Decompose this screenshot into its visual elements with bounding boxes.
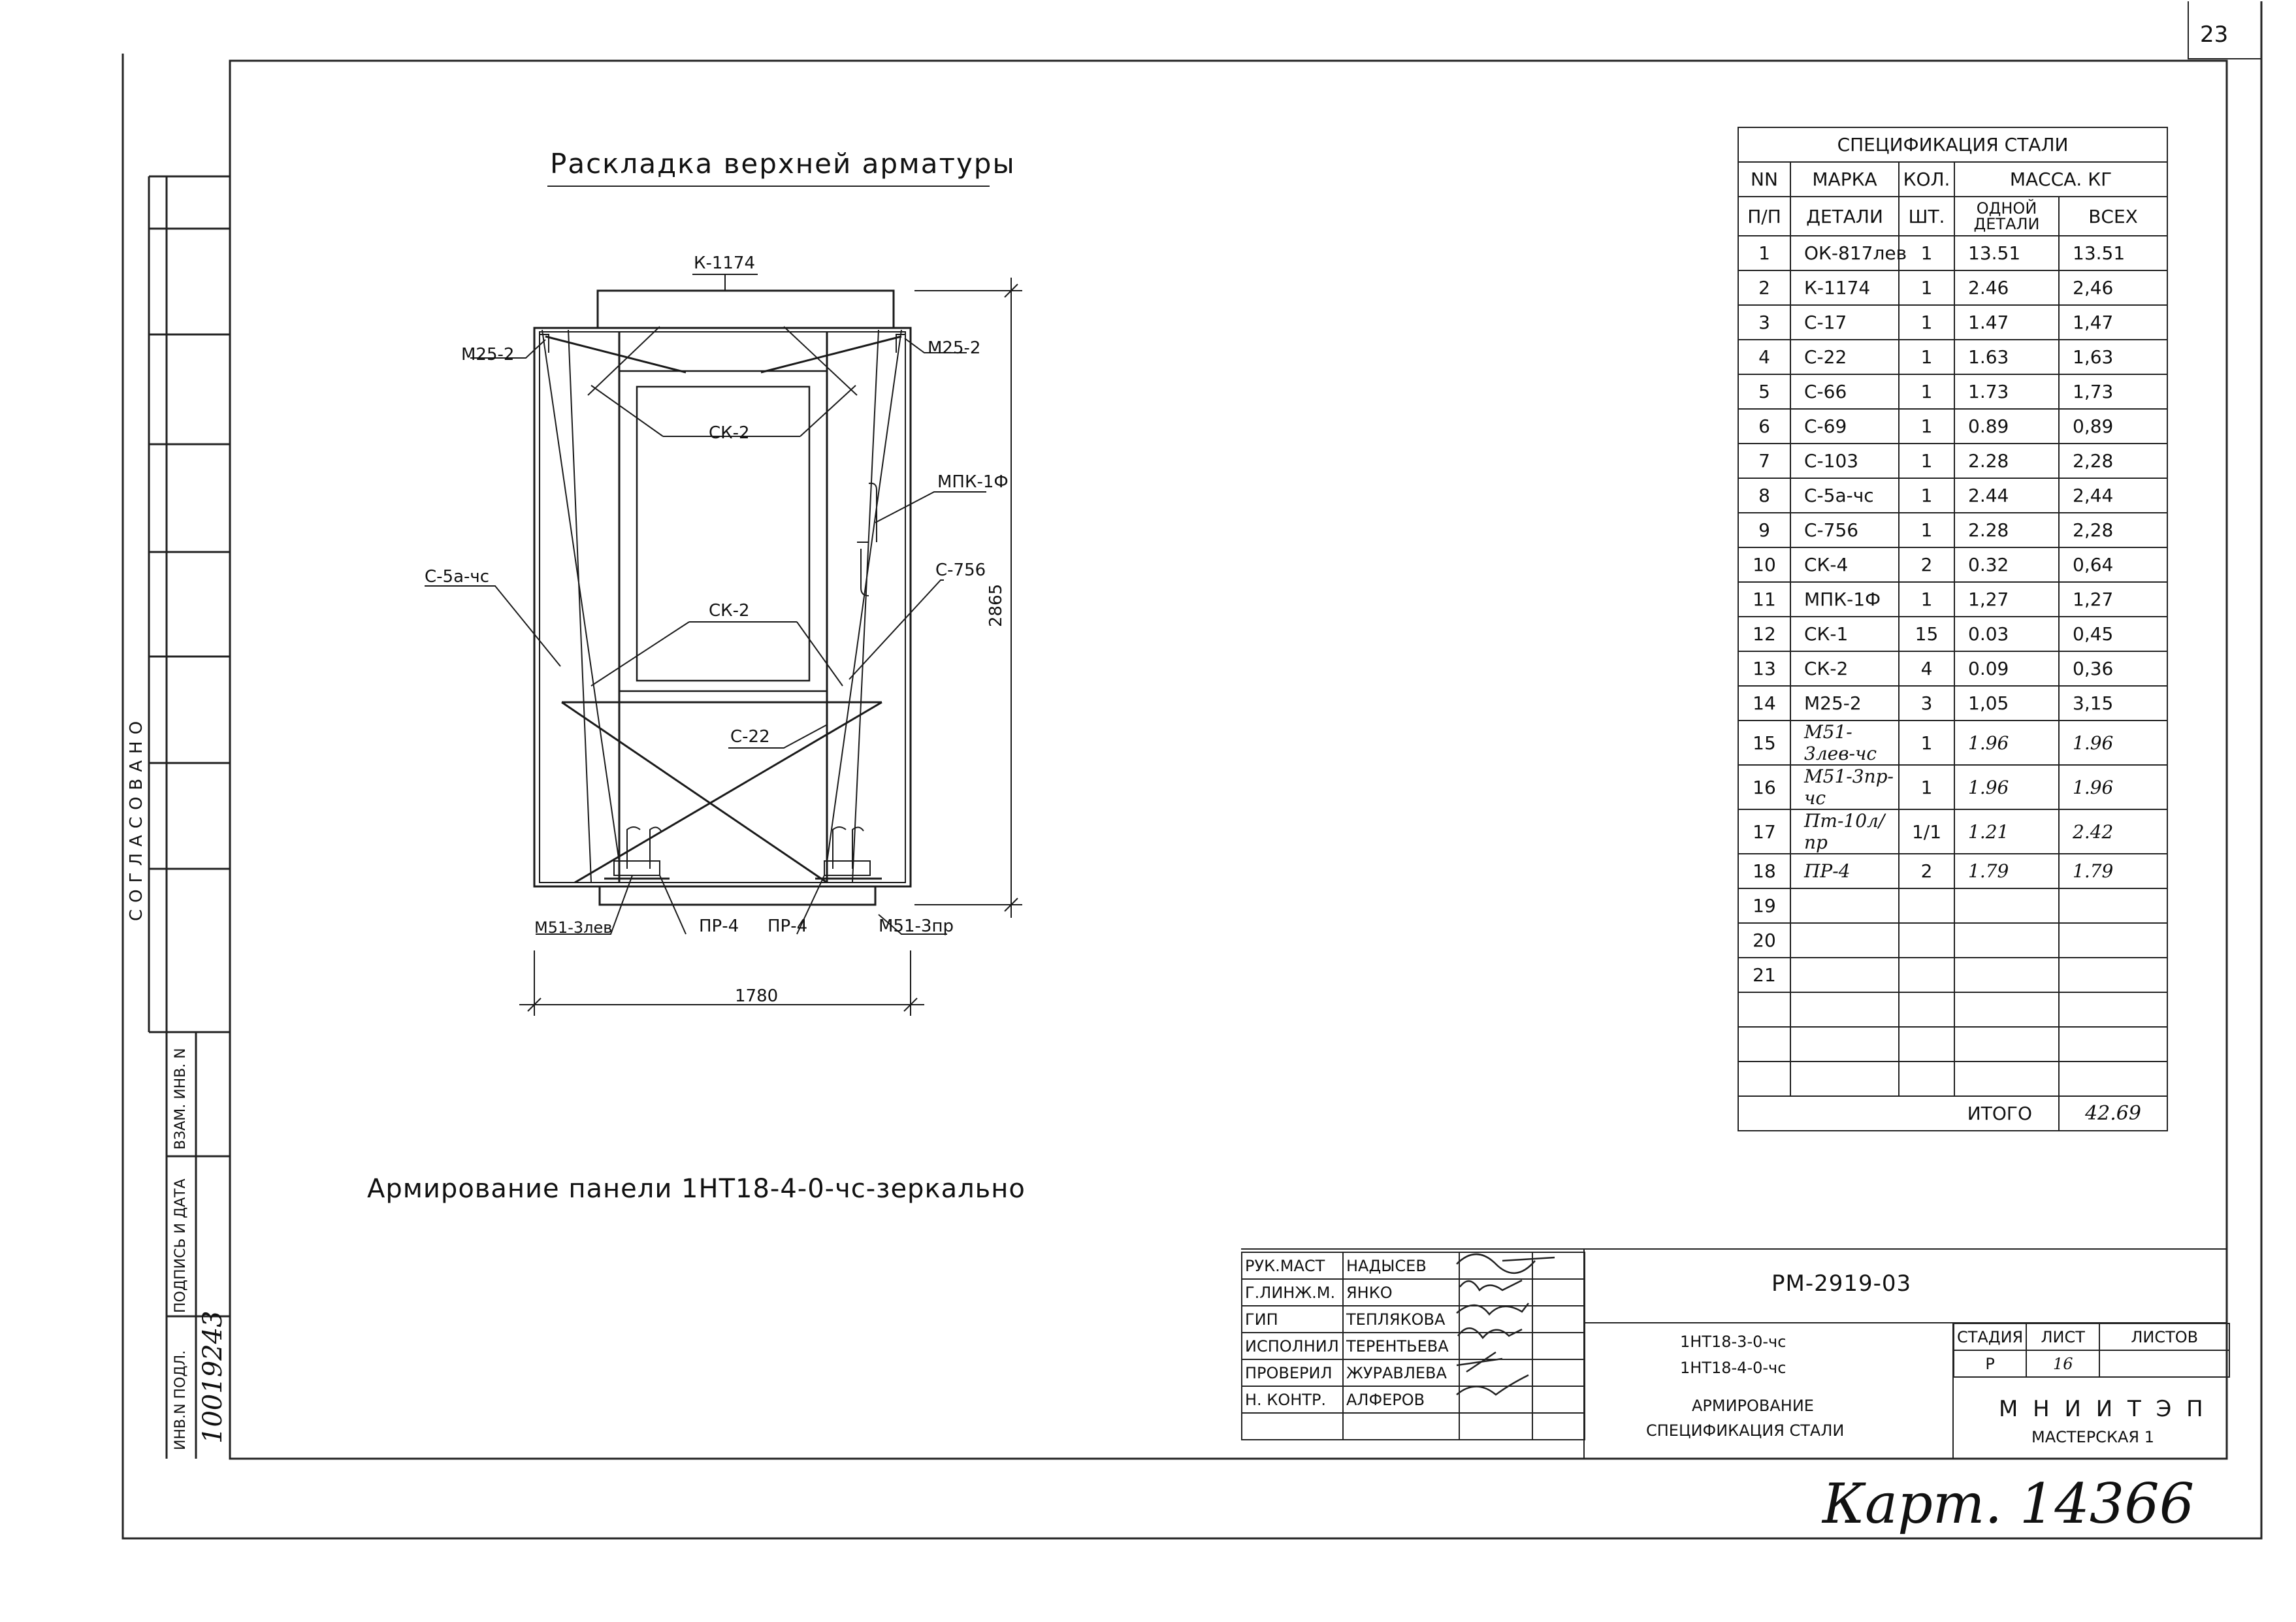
spec-cell-all <box>2059 958 2167 992</box>
stamp-person-row <box>1242 1386 1585 1413</box>
spec-cell-qty <box>1899 1062 1954 1096</box>
spec-row <box>1738 340 2167 374</box>
spec-total-label: ИТОГО <box>1738 1096 2059 1131</box>
spec-cell-all: 0,36 <box>2059 651 2167 686</box>
spec-row <box>1738 651 2167 686</box>
spec-cell-n: 12 <box>1738 617 1790 651</box>
spec-cell-mark <box>1790 888 1899 923</box>
spec-cell-qty: 1 <box>1899 582 1954 617</box>
spec-cell-n: 11 <box>1738 582 1790 617</box>
spec-cell-all: 1,73 <box>2059 374 2167 409</box>
stamp-signature <box>1459 1306 1532 1333</box>
spec-cell-n <box>1738 1027 1790 1062</box>
spec-cell-qty: 1 <box>1899 765 1954 809</box>
spec-cell-qty: 1/1 <box>1899 809 1954 854</box>
spec-cell-n: 9 <box>1738 513 1790 547</box>
spec-cell-all <box>2059 923 2167 958</box>
spec-cell-one: 0.89 <box>1954 409 2059 444</box>
label-mpk: МПК-1Ф <box>937 472 1009 492</box>
spec-title: СПЕЦИФИКАЦИЯ СТАЛИ <box>1738 127 2167 162</box>
spec-cell-mark: С-756 <box>1790 513 1899 547</box>
spec-h-sht: ШТ. <box>1899 197 1954 236</box>
spec-cell-one <box>1954 992 2059 1027</box>
label-m25-right: М25-2 <box>928 338 981 358</box>
spec-cell-all <box>2059 992 2167 1027</box>
spec-cell-mark: М51-3пр-чс <box>1790 765 1899 809</box>
spec-cell-all: 1.96 <box>2059 765 2167 809</box>
spec-row <box>1738 305 2167 340</box>
label-pr4-right: ПР-4 <box>768 916 808 936</box>
spec-row <box>1738 236 2167 270</box>
spec-cell-qty: 1 <box>1899 409 1954 444</box>
label-sk2-top: СК-2 <box>709 423 750 443</box>
stamp-role: РУК.МАСТ <box>1242 1252 1343 1279</box>
spec-cell-n: 21 <box>1738 958 1790 992</box>
sheets-value <box>2099 1350 2229 1377</box>
product-2: 1НТ18-4-0-чс <box>1680 1359 1787 1377</box>
spec-cell-n <box>1738 992 1790 1027</box>
spec-cell-qty: 1 <box>1899 270 1954 305</box>
spec-cell-mark: С-69 <box>1790 409 1899 444</box>
label-m51-left: М51-3лев <box>534 918 613 937</box>
spec-cell-n: 4 <box>1738 340 1790 374</box>
spec-cell-all: 2,28 <box>2059 444 2167 478</box>
spec-row <box>1738 686 2167 721</box>
spec-cell-qty: 1 <box>1899 513 1954 547</box>
spec-h-marka: МАРКА <box>1790 162 1899 197</box>
sheets-label: ЛИСТОВ <box>2099 1323 2229 1350</box>
spec-cell-qty: 3 <box>1899 686 1954 721</box>
label-m25-left: М25-2 <box>461 345 515 365</box>
spec-cell-one: 2.46 <box>1954 270 2059 305</box>
stamp-signature <box>1459 1386 1532 1413</box>
org-workshop: МАСТЕРСКАЯ 1 <box>2031 1428 2154 1446</box>
label-pr4-left: ПР-4 <box>699 916 739 936</box>
spec-row <box>1738 958 2167 992</box>
stamp-name: АЛФЕРОВ <box>1343 1386 1459 1413</box>
stamp-signature <box>1459 1359 1532 1386</box>
subject-1: АРМИРОВАНИЕ <box>1692 1397 1814 1415</box>
spec-cell-one: 13.51 <box>1954 236 2059 270</box>
label-c756: С-756 <box>935 560 986 580</box>
side-agreed: СОГЛАСОВАНО <box>127 714 146 921</box>
stamp-date <box>1532 1333 1585 1359</box>
spec-cell-mark: К-1174 <box>1790 270 1899 305</box>
spec-cell-mark <box>1790 1027 1899 1062</box>
spec-total-value: 42.69 <box>2059 1096 2167 1131</box>
spec-cell-one: 0.09 <box>1954 651 2059 686</box>
stamp-date <box>1532 1306 1585 1333</box>
spec-cell-one: 1.96 <box>1954 765 2059 809</box>
archive-note: Карт. 14366 <box>1822 1472 2195 1536</box>
spec-cell-one: 1.47 <box>1954 305 2059 340</box>
label-c22: С-22 <box>730 727 770 747</box>
spec-row <box>1738 478 2167 513</box>
spec-cell-mark <box>1790 992 1899 1027</box>
spec-cell-one: 0.32 <box>1954 547 2059 582</box>
spec-row <box>1738 513 2167 547</box>
spec-cell-n: 3 <box>1738 305 1790 340</box>
spec-cell-mark: СК-1 <box>1790 617 1899 651</box>
spec-row <box>1738 374 2167 409</box>
spec-cell-n: 14 <box>1738 686 1790 721</box>
stamp-signature <box>1459 1252 1532 1279</box>
stamp-role: ГИП <box>1242 1306 1343 1333</box>
spec-cell-qty: 1 <box>1899 374 1954 409</box>
spec-h-pp: П/П <box>1738 197 1790 236</box>
spec-cell-mark <box>1790 923 1899 958</box>
spec-cell-n: 8 <box>1738 478 1790 513</box>
dim-width: 1780 <box>735 986 779 1006</box>
spec-cell-all: 2,28 <box>2059 513 2167 547</box>
spec-cell-one: 1.96 <box>1954 721 2059 765</box>
spec-cell-all: 1,27 <box>2059 582 2167 617</box>
spec-cell-all: 3,15 <box>2059 686 2167 721</box>
spec-cell-qty: 4 <box>1899 651 1954 686</box>
spec-row <box>1738 582 2167 617</box>
spec-cell-all: 0,89 <box>2059 409 2167 444</box>
spec-cell-all: 13.51 <box>2059 236 2167 270</box>
stamp-person-row <box>1242 1359 1585 1386</box>
spec-row <box>1738 809 2167 854</box>
spec-row <box>1738 765 2167 809</box>
spec-cell-one: 2.28 <box>1954 444 2059 478</box>
spec-cell-all: 1,63 <box>2059 340 2167 374</box>
spec-row <box>1738 854 2167 888</box>
spec-cell-n <box>1738 1062 1790 1096</box>
spec-cell-n: 2 <box>1738 270 1790 305</box>
spec-row <box>1738 547 2167 582</box>
spec-row <box>1738 1027 2167 1062</box>
title-block-stage <box>1953 1323 2230 1378</box>
stamp-person-row <box>1242 1333 1585 1359</box>
spec-cell-n: 5 <box>1738 374 1790 409</box>
spec-row <box>1738 270 2167 305</box>
spec-cell-qty <box>1899 888 1954 923</box>
sheet-label: ЛИСТ <box>2026 1323 2099 1350</box>
spec-cell-n: 17 <box>1738 809 1790 854</box>
spec-row <box>1738 1062 2167 1096</box>
spec-cell-n: 13 <box>1738 651 1790 686</box>
spec-cell-one <box>1954 1027 2059 1062</box>
stamp-date <box>1532 1386 1585 1413</box>
stamp-name: ЖУРАВЛЕВА <box>1343 1359 1459 1386</box>
side-inv-number: 10019243 <box>198 1310 228 1444</box>
spec-cell-mark: Пт-10л/пр <box>1790 809 1899 854</box>
spec-cell-all <box>2059 1027 2167 1062</box>
spec-cell-mark: С-5а-чс <box>1790 478 1899 513</box>
title-block-people <box>1241 1252 1585 1440</box>
spec-cell-qty <box>1899 958 1954 992</box>
spec-cell-one: 1.79 <box>1954 854 2059 888</box>
spec-cell-all: 1.79 <box>2059 854 2167 888</box>
spec-cell-one: 2.28 <box>1954 513 2059 547</box>
stamp-role: ПРОВЕРИЛ <box>1242 1359 1343 1386</box>
stamp-person-row <box>1242 1252 1585 1279</box>
label-c5a: С-5а-чс <box>425 567 490 587</box>
side-sign-date: ПОДПИСЬ И ДАТА <box>172 1178 189 1313</box>
spec-cell-all: 2.42 <box>2059 809 2167 854</box>
stamp-signature <box>1459 1279 1532 1306</box>
spec-cell-one <box>1954 923 2059 958</box>
spec-h-odnoi: ОДНОЙ ДЕТАЛИ <box>1954 197 2059 236</box>
spec-row <box>1738 721 2167 765</box>
spec-cell-one: 1.63 <box>1954 340 2059 374</box>
spec-cell-all <box>2059 888 2167 923</box>
stamp-date <box>1532 1252 1585 1279</box>
side-inv-podl: ИНВ.N ПОДЛ. <box>172 1350 189 1450</box>
drawing-caption: Армирование панели 1НТ18-4-0-чс-зеркально <box>367 1174 1026 1204</box>
spec-cell-qty <box>1899 992 1954 1027</box>
spec-cell-one: 1.21 <box>1954 809 2059 854</box>
stamp-name: ТЕРЕНТЬЕВА <box>1343 1333 1459 1359</box>
stage-value: Р <box>1954 1350 2026 1377</box>
dim-height: 2865 <box>986 583 1006 627</box>
stamp-role: Н. КОНТР. <box>1242 1386 1343 1413</box>
spec-cell-qty: 2 <box>1899 547 1954 582</box>
spec-cell-n: 7 <box>1738 444 1790 478</box>
spec-cell-qty: 2 <box>1899 854 1954 888</box>
spec-h-detali: ДЕТАЛИ <box>1790 197 1899 236</box>
spec-cell-n: 6 <box>1738 409 1790 444</box>
sheet-number: 23 <box>2200 22 2229 48</box>
spec-cell-qty <box>1899 923 1954 958</box>
stamp-signature <box>1459 1333 1532 1359</box>
spec-cell-mark: МПК-1Ф <box>1790 582 1899 617</box>
spec-cell-one: 1,05 <box>1954 686 2059 721</box>
spec-cell-qty: 1 <box>1899 721 1954 765</box>
spec-cell-qty <box>1899 1027 1954 1062</box>
spec-cell-n: 1 <box>1738 236 1790 270</box>
spec-table <box>1738 127 2168 1131</box>
spec-cell-one: 2.44 <box>1954 478 2059 513</box>
spec-cell-n: 20 <box>1738 923 1790 958</box>
spec-cell-mark: С-103 <box>1790 444 1899 478</box>
stamp-date <box>1532 1359 1585 1386</box>
drawing-title: Раскладка верхней арматуры <box>550 148 1016 180</box>
label-sk2-mid: СК-2 <box>709 601 750 621</box>
spec-cell-n: 16 <box>1738 765 1790 809</box>
spec-h-nn: NN <box>1738 162 1790 197</box>
spec-row <box>1738 923 2167 958</box>
spec-cell-all: 2,46 <box>2059 270 2167 305</box>
spec-cell-mark: С-17 <box>1790 305 1899 340</box>
spec-cell-all: 1,47 <box>2059 305 2167 340</box>
spec-cell-mark: С-66 <box>1790 374 1899 409</box>
stamp-name: НАДЫСЕВ <box>1343 1252 1459 1279</box>
spec-cell-one <box>1954 1062 2059 1096</box>
spec-row <box>1738 444 2167 478</box>
product-1: 1НТ18-3-0-чс <box>1680 1333 1787 1351</box>
label-k1174: К-1174 <box>694 253 756 273</box>
sheet-value: 16 <box>2026 1350 2099 1377</box>
spec-cell-n: 19 <box>1738 888 1790 923</box>
spec-h-vsekh: ВСЕХ <box>2059 197 2167 236</box>
spec-cell-one <box>1954 958 2059 992</box>
spec-cell-qty: 1 <box>1899 305 1954 340</box>
stamp-role: Г.ЛИНЖ.М. <box>1242 1279 1343 1306</box>
spec-h-kol: КОЛ. <box>1899 162 1954 197</box>
spec-cell-qty: 15 <box>1899 617 1954 651</box>
spec-row <box>1738 617 2167 651</box>
spec-cell-qty: 1 <box>1899 444 1954 478</box>
spec-cell-n: 15 <box>1738 721 1790 765</box>
spec-cell-n: 18 <box>1738 854 1790 888</box>
spec-cell-one: 1.73 <box>1954 374 2059 409</box>
spec-cell-mark: СК-2 <box>1790 651 1899 686</box>
spec-cell-mark: СК-4 <box>1790 547 1899 582</box>
spec-cell-all <box>2059 1062 2167 1096</box>
spec-cell-mark <box>1790 1062 1899 1096</box>
stamp-person-row <box>1242 1306 1585 1333</box>
spec-cell-mark: М51-3лев-чс <box>1790 721 1899 765</box>
spec-cell-all: 1.96 <box>2059 721 2167 765</box>
spec-cell-mark: М25-2 <box>1790 686 1899 721</box>
org-name: М Н И И Т Э П <box>1999 1396 2207 1422</box>
spec-cell-qty: 1 <box>1899 478 1954 513</box>
spec-cell-all: 0,45 <box>2059 617 2167 651</box>
subject-2: СПЕЦИФИКАЦИЯ СТАЛИ <box>1646 1421 1845 1440</box>
spec-cell-mark: ПР-4 <box>1790 854 1899 888</box>
side-inv-zam: ВЗАМ. ИНВ. N <box>172 1048 189 1150</box>
spec-row <box>1738 992 2167 1027</box>
spec-cell-qty: 1 <box>1899 236 1954 270</box>
spec-cell-all: 0,64 <box>2059 547 2167 582</box>
spec-h-massa: МАССА. КГ <box>1954 162 2167 197</box>
spec-cell-qty: 1 <box>1899 340 1954 374</box>
spec-cell-one <box>1954 888 2059 923</box>
stamp-role: ИСПОЛНИЛ <box>1242 1333 1343 1359</box>
stamp-name: ЯНКО <box>1343 1279 1459 1306</box>
spec-cell-all: 2,44 <box>2059 478 2167 513</box>
stamp-person-row <box>1242 1279 1585 1306</box>
spec-cell-mark: ОК-817лев <box>1790 236 1899 270</box>
drawing-code: РМ-2919-03 <box>1771 1271 1912 1297</box>
spec-row <box>1738 409 2167 444</box>
spec-cell-mark: С-22 <box>1790 340 1899 374</box>
spec-cell-one: 0.03 <box>1954 617 2059 651</box>
spec-row <box>1738 888 2167 923</box>
stamp-name: ТЕПЛЯКОВА <box>1343 1306 1459 1333</box>
stage-label: СТАДИЯ <box>1954 1323 2026 1350</box>
spec-cell-n: 10 <box>1738 547 1790 582</box>
label-m51-right: М51-3пр <box>879 916 954 936</box>
stamp-date <box>1532 1279 1585 1306</box>
spec-cell-mark <box>1790 958 1899 992</box>
spec-cell-one: 1,27 <box>1954 582 2059 617</box>
